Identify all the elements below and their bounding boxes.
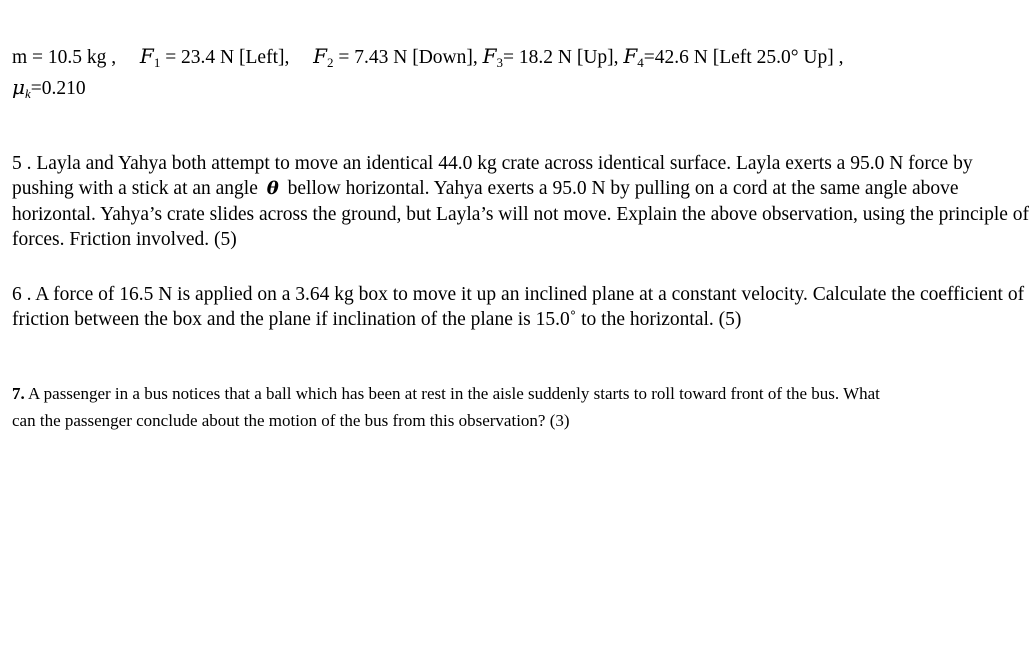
f1-value: = 23.4 N [Left], (160, 47, 290, 68)
question-5 (12, 151, 1032, 252)
mu-value: =0.210 (30, 78, 86, 99)
question-7-text-line-2: can the passenger conclude about the motion of the bus from this observation? (3) (12, 411, 570, 430)
given-values-line (12, 44, 843, 75)
f4-symbol: F (623, 44, 638, 68)
question-7 (12, 380, 1035, 434)
friction-coefficient-line (12, 75, 86, 106)
f4-subscript: 4 (637, 55, 644, 70)
question-5-text-start: 5 . Layla and Yahya both attempt to move an identical 44.0 kg crate across identical surface. Layla exerts a 95.0 N force by pushing with a stick at an angle (12, 153, 973, 200)
f3-subscript: 3 (496, 55, 503, 70)
f1-subscript: 1 (153, 55, 161, 70)
question-6 (12, 282, 1032, 333)
question-7-line-2 (12, 407, 1035, 434)
question-7-number: 7. (12, 384, 25, 403)
f1-symbol: F (139, 44, 154, 68)
f4-value: =42.6 N [Left 25.0° Up] , (643, 47, 844, 68)
question-7-text-line-1: A passenger in a bus notices that a ball which has been at rest in the aisle suddenly starts to roll toward front of the bus. What (24, 384, 880, 403)
question-7-line-1 (12, 380, 1035, 407)
f3-value: = 18.2 N [Up], (503, 47, 619, 68)
f3-symbol: F (482, 44, 497, 68)
f2-value: = 7.43 N [Down], (333, 47, 478, 68)
question-6-text: 6 . A force of 16.5 N is applied on a 3.64 kg box to move it up an inclined plane at a constant velocity. Calculate the coefficient of friction between the box and the plane if inclination of the plane is 15.0˚ to the horizontal. (5) (12, 284, 1025, 331)
f2-subscript: 2 (327, 55, 334, 70)
mu-subscript: k (25, 86, 31, 101)
mu-symbol: μ (12, 75, 25, 99)
mass-value: m = 10.5 kg , (12, 47, 117, 68)
f2-symbol: F (313, 44, 327, 68)
theta-symbol: θ (266, 178, 279, 200)
question-5-text-end: bellow horizontal. Yahya exerts a 95.0 N by pulling on a cord at the same angle above horizontal. Yahya’s crate slides across the ground, but Layla’s will not move. Explain the above observation, using the principle of forces. Friction involved. (5) (12, 178, 1030, 250)
